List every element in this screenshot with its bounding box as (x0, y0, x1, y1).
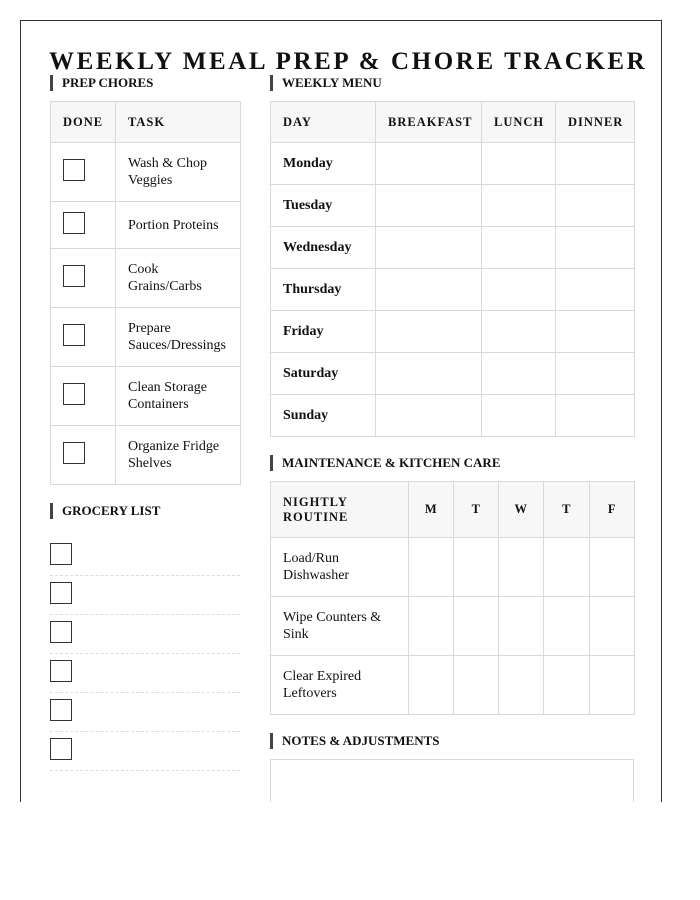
menu-row (271, 311, 635, 353)
lunch-cell[interactable] (482, 269, 556, 311)
dinner-cell[interactable] (556, 227, 635, 269)
routine-cell[interactable] (499, 597, 544, 656)
prep-row (51, 202, 241, 249)
prep-row (51, 367, 241, 426)
menu-row (271, 395, 635, 437)
routine-cell[interactable] (409, 656, 454, 715)
maintenance-row (271, 597, 635, 656)
notes-heading: NOTES & ADJUSTMENTS (270, 733, 439, 749)
col-day-letter: T (454, 482, 499, 538)
prep-task: Wash & Chop Veggies (116, 143, 241, 202)
breakfast-cell[interactable] (376, 311, 482, 353)
dinner-cell[interactable] (556, 395, 635, 437)
prep-checkbox[interactable] (63, 383, 85, 405)
menu-row (271, 269, 635, 311)
routine-cell[interactable] (454, 538, 499, 597)
prep-chores-heading: PREP CHORES (50, 75, 153, 91)
routine-cell[interactable] (590, 597, 635, 656)
col-lunch: LUNCH (482, 102, 556, 143)
dinner-cell[interactable] (556, 185, 635, 227)
menu-row (271, 353, 635, 395)
routine-cell[interactable] (454, 656, 499, 715)
routine-cell[interactable] (544, 597, 590, 656)
routine-cell[interactable] (409, 538, 454, 597)
prep-checkbox[interactable] (63, 159, 85, 181)
tracker-sheet (20, 20, 662, 802)
weekly-menu-heading: WEEKLY MENU (270, 75, 382, 91)
col-done: DONE (51, 102, 116, 143)
maintenance-table (270, 481, 635, 715)
dinner-cell[interactable] (556, 143, 635, 185)
prep-task: Clean Storage Containers (116, 367, 241, 426)
breakfast-cell[interactable] (376, 269, 482, 311)
routine-cell[interactable] (499, 656, 544, 715)
maintenance-row (271, 538, 635, 597)
menu-row (271, 143, 635, 185)
routine-cell[interactable] (454, 597, 499, 656)
maintenance-header-row (271, 482, 635, 538)
routine-cell[interactable] (499, 538, 544, 597)
menu-day: Saturday (271, 353, 376, 395)
grocery-checkbox[interactable] (50, 699, 72, 721)
page-title: WEEKLY MEAL PREP & CHORE TRACKER (49, 48, 648, 75)
notes-area[interactable] (270, 759, 634, 802)
grocery-item (50, 654, 240, 693)
prep-task: Cook Grains/Carbs (116, 249, 241, 308)
col-dinner: DINNER (556, 102, 635, 143)
routine-cell[interactable] (409, 597, 454, 656)
breakfast-cell[interactable] (376, 353, 482, 395)
col-day-letter: F (590, 482, 635, 538)
routine-cell[interactable] (544, 656, 590, 715)
prep-chores-table (50, 101, 241, 485)
routine-cell[interactable] (590, 656, 635, 715)
menu-day: Tuesday (271, 185, 376, 227)
col-task: TASK (116, 102, 241, 143)
grocery-checkbox[interactable] (50, 621, 72, 643)
lunch-cell[interactable] (482, 185, 556, 227)
prep-checkbox[interactable] (63, 212, 85, 234)
lunch-cell[interactable] (482, 311, 556, 353)
dinner-cell[interactable] (556, 311, 635, 353)
grocery-item (50, 537, 240, 576)
weekly-menu-table (270, 101, 635, 437)
col-day-letter: M (409, 482, 454, 538)
grocery-list (50, 537, 240, 771)
grocery-item (50, 615, 240, 654)
menu-header-row (271, 102, 635, 143)
grocery-checkbox[interactable] (50, 582, 72, 604)
breakfast-cell[interactable] (376, 395, 482, 437)
grocery-item (50, 576, 240, 615)
prep-task: Organize Fridge Shelves (116, 426, 241, 485)
prep-row (51, 249, 241, 308)
col-breakfast: BREAKFAST (376, 102, 482, 143)
col-day-letter: T (544, 482, 590, 538)
prep-checkbox[interactable] (63, 442, 85, 464)
menu-day: Sunday (271, 395, 376, 437)
lunch-cell[interactable] (482, 353, 556, 395)
grocery-item (50, 693, 240, 732)
menu-row (271, 227, 635, 269)
breakfast-cell[interactable] (376, 227, 482, 269)
prep-task: Prepare Sauces/Dressings (116, 308, 241, 367)
prep-row (51, 308, 241, 367)
routine-task: Wipe Counters & Sink (271, 597, 409, 656)
prep-row (51, 143, 241, 202)
prep-task: Portion Proteins (116, 202, 241, 249)
routine-task: Load/Run Dishwasher (271, 538, 409, 597)
maintenance-row (271, 656, 635, 715)
dinner-cell[interactable] (556, 353, 635, 395)
maintenance-heading: MAINTENANCE & KITCHEN CARE (270, 455, 501, 471)
menu-day: Monday (271, 143, 376, 185)
menu-day: Friday (271, 311, 376, 353)
grocery-item (50, 732, 240, 771)
breakfast-cell[interactable] (376, 185, 482, 227)
routine-cell[interactable] (590, 538, 635, 597)
lunch-cell[interactable] (482, 395, 556, 437)
dinner-cell[interactable] (556, 269, 635, 311)
grocery-heading: GROCERY LIST (50, 503, 160, 519)
prep-checkbox[interactable] (63, 265, 85, 287)
routine-task: Clear Expired Leftovers (271, 656, 409, 715)
prep-header-row (51, 102, 241, 143)
menu-row (271, 185, 635, 227)
grocery-checkbox[interactable] (50, 543, 72, 565)
col-day: DAY (271, 102, 376, 143)
grocery-checkbox[interactable] (50, 738, 72, 760)
grocery-checkbox[interactable] (50, 660, 72, 682)
lunch-cell[interactable] (482, 227, 556, 269)
lunch-cell[interactable] (482, 143, 556, 185)
menu-day: Thursday (271, 269, 376, 311)
menu-day: Wednesday (271, 227, 376, 269)
col-day-letter: W (499, 482, 544, 538)
col-nightly-routine: NIGHTLY ROUTINE (271, 482, 409, 538)
routine-cell[interactable] (544, 538, 590, 597)
prep-checkbox[interactable] (63, 324, 85, 346)
prep-row (51, 426, 241, 485)
breakfast-cell[interactable] (376, 143, 482, 185)
